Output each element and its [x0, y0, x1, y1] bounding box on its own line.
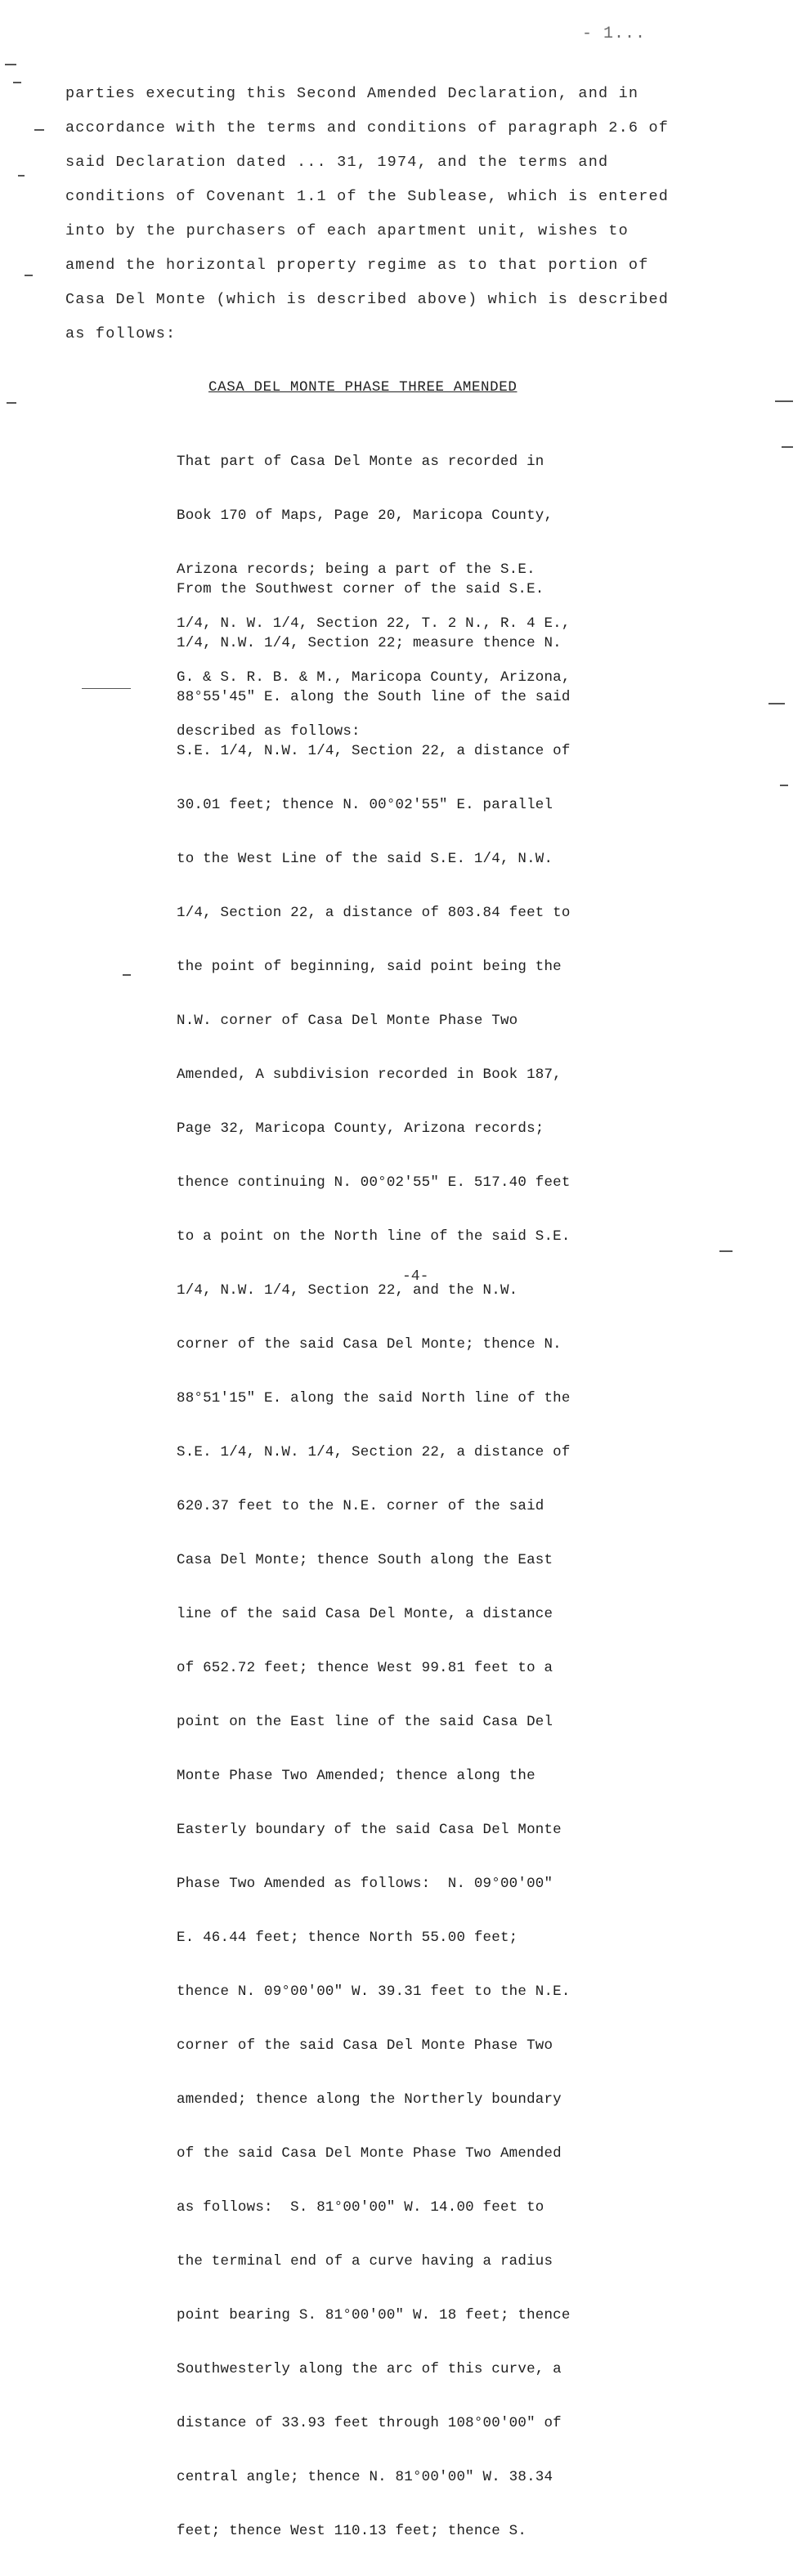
legal-line: 30.01 feet; thence N. 00°02'55" E. parallel — [177, 797, 553, 813]
legal-line: 1/4, N.W. 1/4, Section 22, and the N.W. — [177, 1282, 518, 1299]
legal-line: feet; thence West 110.13 feet; thence S. — [177, 2523, 527, 2539]
legal-line: 88°55'45" E. along the South line of the said — [177, 689, 571, 705]
legal-line: amended; thence along the Northerly boundary — [177, 2091, 562, 2108]
legal-line: Arizona records; being a part of the S.E. — [177, 561, 535, 578]
scan-speck — [768, 703, 785, 704]
legal-line: corner of the said Casa Del Monte; thence N. — [177, 1336, 562, 1353]
scan-speck — [780, 785, 788, 786]
legal-line: Southwesterly along the arc of this curve, a — [177, 2361, 562, 2377]
legal-line: E. 46.44 feet; thence North 55.00 feet; — [177, 1930, 518, 1946]
legal-line: described as follows: — [177, 723, 361, 740]
legal-line: Casa Del Monte; thence South along the East — [177, 1552, 553, 1568]
legal-line: Page 32, Maricopa County, Arizona records; — [177, 1120, 544, 1137]
legal-line: 1/4, Section 22, a distance of 803.84 feet to — [177, 905, 571, 921]
section-title: CASA DEL MONTE PHASE THREE AMENDED — [208, 379, 518, 396]
scan-speck — [719, 1250, 733, 1252]
legal-line: the terminal end of a curve having a radius — [177, 2253, 553, 2270]
scan-speck — [782, 446, 793, 448]
legal-line: Monte Phase Two Amended; thence along the — [177, 1768, 535, 1784]
legal-line: S.E. 1/4, N.W. 1/4, Section 22, a distance of — [177, 743, 571, 759]
legal-line: That part of Casa Del Monte as recorded in — [177, 454, 544, 470]
legal-line: 1/4, N. W. 1/4, Section 22, T. 2 N., R. 4 E., — [177, 615, 571, 632]
legal-line: corner of the said Casa Del Monte Phase Two — [177, 2037, 553, 2054]
scan-speck — [18, 175, 25, 177]
intro-line: conditions of Covenant 1.1 of the Sublease, which is entered — [65, 188, 670, 205]
scan-speck — [7, 402, 16, 404]
intro-line: said Declaration dated ... 31, 1974, and the terms and — [65, 154, 609, 171]
legal-line: Amended, A subdivision recorded in Book 187, — [177, 1067, 562, 1083]
intro-line: amend the horizontal property regime as to that portion of — [65, 257, 649, 274]
intro-line: into by the purchasers of each apartment unit, wishes to — [65, 222, 629, 239]
legal-line: to the West Line of the said S.E. 1/4, N.W. — [177, 851, 553, 867]
legal-line: thence N. 09°00'00" W. 39.31 feet to the N.E. — [177, 1983, 571, 2000]
document-number: - 1... — [582, 25, 647, 43]
legal-description-paragraph-2 — [177, 544, 571, 2576]
legal-line: point bearing S. 81°00'00" W. 18 feet; thence — [177, 2307, 571, 2323]
legal-line: Easterly boundary of the said Casa Del Monte — [177, 1822, 562, 1838]
legal-line: of 652.72 feet; thence West 99.81 feet to a — [177, 1660, 553, 1676]
scan-speck — [82, 688, 131, 689]
legal-line: S.E. 1/4, N.W. 1/4, Section 22, a distance of — [177, 1444, 571, 1460]
legal-line: From the Southwest corner of the said S.E. — [177, 581, 544, 597]
legal-line: Phase Two Amended as follows: N. 09°00'00" — [177, 1876, 553, 1892]
legal-line: the point of beginning, said point being the — [177, 959, 562, 975]
page-number: -4- — [402, 1268, 429, 1285]
legal-line: line of the said Casa Del Monte, a distance — [177, 1606, 553, 1622]
intro-line: accordance with the terms and conditions of paragraph 2.6 of — [65, 119, 670, 136]
legal-line: G. & S. R. B. & M., Maricopa County, Arizona, — [177, 669, 571, 686]
legal-line: of the said Casa Del Monte Phase Two Amended — [177, 2145, 562, 2162]
scan-speck — [775, 400, 793, 402]
intro-line: Casa Del Monte (which is described above) which is described — [65, 291, 670, 308]
legal-line: to a point on the North line of the said S.E. — [177, 1228, 571, 1245]
scan-speck — [25, 275, 33, 276]
scan-speck — [123, 974, 131, 976]
scan-speck — [34, 129, 44, 131]
legal-line: 1/4, N.W. 1/4, Section 22; measure thence N. — [177, 635, 562, 651]
legal-line: 88°51'15" E. along the said North line of the — [177, 1390, 571, 1407]
legal-line: 620.37 feet to the N.E. corner of the said — [177, 1498, 544, 1514]
legal-line: distance of 33.93 feet through 108°00'00" of — [177, 2415, 562, 2431]
legal-line: thence continuing N. 00°02'55" E. 517.40 feet — [177, 1174, 571, 1191]
intro-line: parties executing this Second Amended Declaration, and in — [65, 85, 639, 102]
intro-line: as follows: — [65, 325, 177, 342]
scan-speck — [13, 82, 21, 83]
legal-line: central angle; thence N. 81°00'00" W. 38.34 — [177, 2469, 553, 2485]
legal-line: N.W. corner of Casa Del Monte Phase Two — [177, 1013, 518, 1029]
scan-speck — [5, 64, 16, 65]
legal-line: Book 170 of Maps, Page 20, Maricopa County, — [177, 508, 553, 524]
legal-line: point on the East line of the said Casa Del — [177, 1714, 553, 1730]
legal-line: as follows: S. 81°00'00" W. 14.00 feet to — [177, 2199, 544, 2216]
